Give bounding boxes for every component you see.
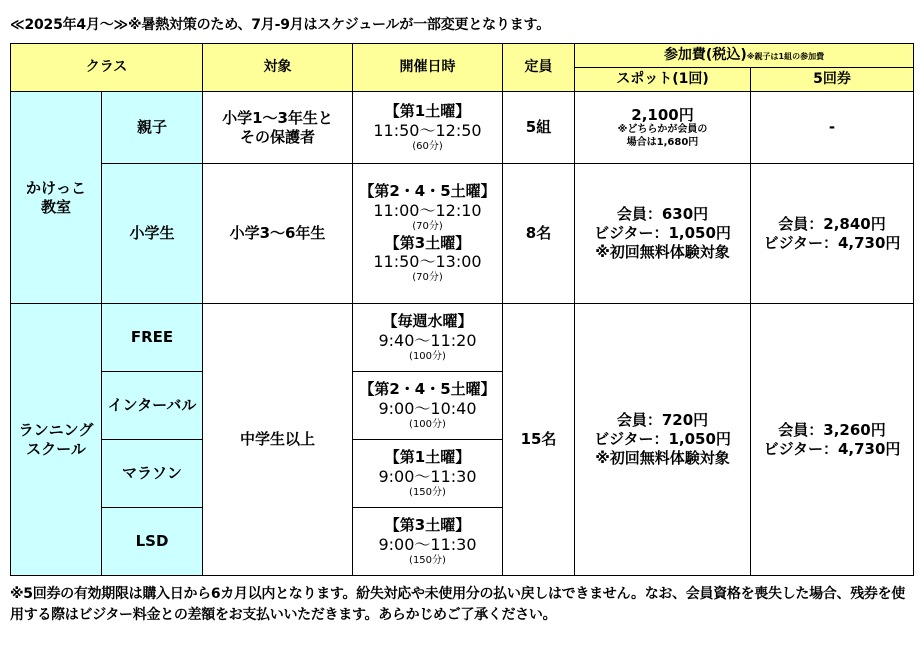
header-datetime: 開催日時 <box>353 44 503 92</box>
spot-oyako-note: ※どちらかが会員の 場合は1,680円 <box>617 124 708 148</box>
header-capacity: 定員 <box>503 44 575 92</box>
duration-shogakusei-1: (70分) <box>412 221 443 232</box>
header-fee <box>575 44 914 68</box>
ticket5-running: 会員：3,260円 ビジター：4,730円 <box>751 304 914 576</box>
class-marathon: マラソン <box>102 440 203 508</box>
day-free: 【毎週水曜】 <box>382 311 473 330</box>
schedule-table <box>10 43 914 576</box>
class-free: FREE <box>102 304 203 372</box>
duration-shogakusei-2: (70分) <box>412 272 443 284</box>
header-fee-label: 参加費(税込) <box>663 46 747 63</box>
time-shogakusei-1: 11:00～12:10 <box>373 201 482 220</box>
capacity-shogakusei: 8名 <box>503 164 575 304</box>
class-oyako: 親子 <box>102 92 203 164</box>
datetime-free <box>353 304 503 372</box>
datetime-shogakusei <box>353 164 503 304</box>
target-shogakusei: 小学3～6年生 <box>203 164 353 304</box>
target-oyako: 小学1～3年生と その保護者 <box>203 92 353 164</box>
day-shogakusei-1: 【第2・4・5土曜】 <box>359 182 496 201</box>
duration-interval: (100分) <box>409 418 446 430</box>
duration-oyako: (60分) <box>412 140 443 152</box>
time-lsd: 9:00～11:30 <box>378 534 477 554</box>
capacity-running: 15名 <box>503 304 575 576</box>
day-lsd: 【第3土曜】 <box>384 515 471 534</box>
duration-marathon: (150分) <box>409 486 446 498</box>
time-interval: 9:00～10:40 <box>378 398 477 418</box>
datetime-marathon <box>353 440 503 508</box>
target-running: 中学生以上 <box>203 304 353 576</box>
header-target: 対象 <box>203 44 353 92</box>
ticket5-shogakusei: 会員：2,840円 ビジター：4,730円 <box>751 164 914 304</box>
day-oyako: 【第1土曜】 <box>384 101 471 120</box>
datetime-interval <box>353 372 503 440</box>
datetime-oyako <box>353 92 503 164</box>
duration-free: (100分) <box>409 350 446 362</box>
time-free: 9:40～11:20 <box>378 330 477 350</box>
spot-oyako <box>575 92 751 164</box>
datetime-lsd <box>353 508 503 576</box>
capacity-oyako: 5組 <box>503 92 575 164</box>
spot-shogakusei: 会員：630円 ビジター：1,050円 ※初回無料体験対象 <box>575 164 751 304</box>
duration-lsd: (150分) <box>409 554 446 566</box>
class-interval: インターバル <box>102 372 203 440</box>
day-interval: 【第2・4・5土曜】 <box>359 379 496 398</box>
spot-running: 会員：720円 ビジター：1,050円 ※初回無料体験対象 <box>575 304 751 576</box>
time-shogakusei-2: 11:50～13:00 <box>373 252 482 272</box>
notice-bottom: ※5回券の有効期限は購入日から6カ月以内となります。紛失対応や未使用分の払い戻しはできません。なお、会員資格を喪失した場合、残券を使用する際はビジター料金との差額をお支払いいただきます。あらかじめご了承ください。 <box>10 586 906 623</box>
notice-top: ≪2025年4月～≫※暑熱対策のため、7月-9月はスケジュールが一部変更となります。 <box>10 17 551 33</box>
ticket5-oyako: - <box>751 92 914 164</box>
class-shogakusei: 小学生 <box>102 164 203 304</box>
group-kakekko: かけっこ 教室 <box>11 92 102 304</box>
header-fee-note: ※親子は1組の参加費 <box>746 51 825 61</box>
group-running: ランニング スクール <box>11 304 102 576</box>
time-marathon: 9:00～11:30 <box>378 466 477 486</box>
header-ticket5: 5回券 <box>751 68 914 92</box>
day-marathon: 【第1土曜】 <box>384 447 471 466</box>
time-oyako: 11:50～12:50 <box>373 120 482 140</box>
day-shogakusei-2: 【第3土曜】 <box>384 233 471 252</box>
header-class: クラス <box>11 44 203 92</box>
spot-oyako-price: 2,100円 <box>631 105 694 124</box>
header-spot: スポット(1回) <box>575 68 751 92</box>
class-lsd: LSD <box>102 508 203 576</box>
